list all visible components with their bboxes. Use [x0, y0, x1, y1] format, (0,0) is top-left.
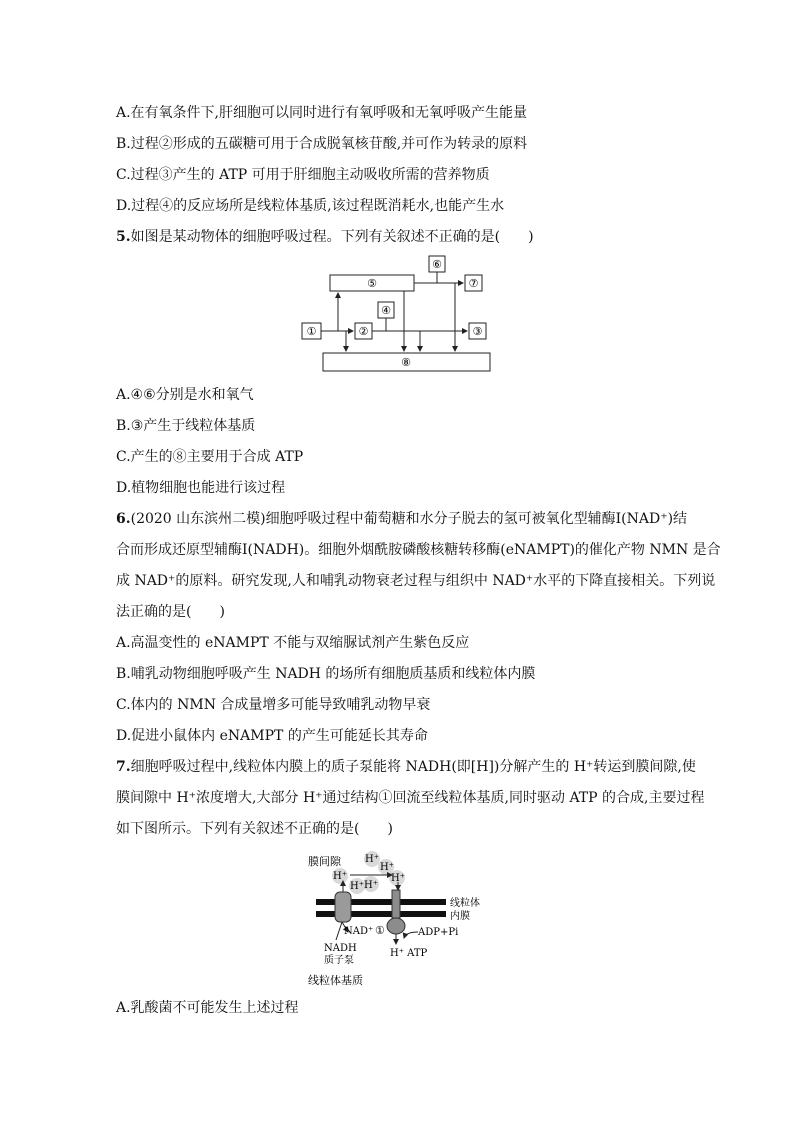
q5-label-6: ⑥: [432, 258, 442, 271]
q7-label-h-1: H⁺: [365, 854, 379, 865]
q7-stem-text-1: 细胞呼吸过程中,线粒体内膜上的质子泵能将 NADH(即[H])分解产生的 H⁺转运到膜间隙,使: [130, 759, 696, 775]
q7-label-matrix: 线粒体基质: [308, 974, 363, 987]
q4-option-b: B.过程②形成的五碳糖可用于合成脱氧核苷酸,并可作为转录的原料: [116, 136, 528, 152]
q6-option-c: C.体内的 NMN 合成量增多可能导致哺乳动物早衰: [116, 697, 431, 713]
q5-label-2: ②: [358, 325, 369, 338]
q6-stem-line2: 合而形成还原型辅酶Ⅰ(NADH)。细胞外烟酰胺磷酸核糖转移酶(eNAMPT)的催化产物 NMN 是合: [116, 542, 721, 558]
q7-label-structure-1: ①: [375, 924, 385, 937]
q7-label-intermembrane: 膜间隙: [308, 855, 341, 868]
q7-label-inner-membrane-2: 内膜: [450, 911, 470, 922]
q5-respiration-diagram: [296, 252, 498, 376]
q7-stem-line2: 膜间隙中 H⁺浓度增大,大部分 H⁺通过结构①回流至线粒体基质,同时驱动 ATP 的合成,主要过程: [116, 790, 705, 806]
q5-label-4: ④: [381, 304, 391, 317]
q7-label-h-5: H⁺: [350, 881, 364, 892]
q5-number: 5.: [116, 229, 131, 245]
q5-option-a: A.④⑥分别是水和氧气: [116, 387, 254, 403]
q6-option-d: D.促进小鼠体内 eNAMPT 的产生可能延长其寿命: [116, 728, 428, 744]
q7-stem-line3: 如下图所示。下列有关叙述不正确的是( ): [116, 821, 393, 837]
q5-stem-text: 如图是某动物体的细胞呼吸过程。下列有关叙述不正确的是( ): [130, 229, 534, 245]
q5-label-8: ⑧: [401, 356, 411, 369]
q5-option-b: B.③产生于线粒体基质: [116, 418, 256, 434]
q5-label-5: ⑤: [367, 277, 377, 290]
q6-number: 6.: [116, 511, 131, 527]
q6-option-b: B.哺乳动物细胞呼吸产生 NADH 的场所有细胞质基质和线粒体内膜: [116, 666, 536, 682]
q5-option-d: D.植物细胞也能进行该过程: [116, 480, 286, 496]
q6-stem-line3: 成 NAD⁺的原料。研究发现,人和哺乳动物衰老过程与组织中 NAD⁺水平的下降直接相关。下列说: [116, 573, 716, 589]
q4-option-d: D.过程④的反应场所是线粒体基质,该过程既消耗水,也能产生水: [116, 198, 505, 214]
q7-label-nad: NAD⁺: [344, 926, 374, 937]
q7-stem-line1: [116, 758, 696, 776]
q7-label-nadh: NADH: [324, 943, 357, 954]
q4-option-c: C.过程③产生的 ATP 可用于肝细胞主动吸收所需的营养物质: [116, 167, 490, 183]
q5-label-1: ①: [306, 325, 317, 338]
q7-label-h-2: H⁺: [380, 862, 394, 873]
q7-number: 7.: [116, 759, 131, 775]
q5-stem: [116, 228, 534, 246]
q5-option-c: C.产生的⑧主要用于合成 ATP: [116, 449, 304, 465]
q7-label-h-atp: H⁺ ATP: [390, 948, 428, 959]
q7-label-adp: ADP+Pi: [418, 927, 459, 938]
q7-label-inner-membrane-1: 线粒体: [450, 898, 480, 909]
q7-option-a: A.乳酸菌不可能发生上述过程: [116, 1000, 299, 1016]
q6-option-a: A.高温变性的 eNAMPT 不能与双缩脲试剂产生紫色反应: [116, 635, 470, 651]
q7-label-pump: 质子泵: [324, 955, 354, 966]
q7-proton-pump-diagram: [300, 848, 500, 993]
q5-label-7: ⑦: [468, 277, 479, 290]
q7-label-h-6: H⁺: [364, 880, 378, 891]
q6-stem-line4: 法正确的是( ): [116, 604, 225, 620]
q7-label-h-3: H⁺: [333, 871, 347, 882]
q7-label-h-4: H⁺: [391, 873, 405, 884]
q6-stem-text-1: (2020 山东滨州二模)细胞呼吸过程中葡萄糖和水分子脱去的氢可被氧化型辅酶Ⅰ(NAD⁺)结: [130, 511, 688, 527]
q4-option-a: A.在有氧条件下,肝细胞可以同时进行有氧呼吸和无氧呼吸产生能量: [116, 105, 528, 121]
q6-stem-line1: [116, 510, 687, 528]
q5-label-3: ③: [472, 325, 483, 338]
